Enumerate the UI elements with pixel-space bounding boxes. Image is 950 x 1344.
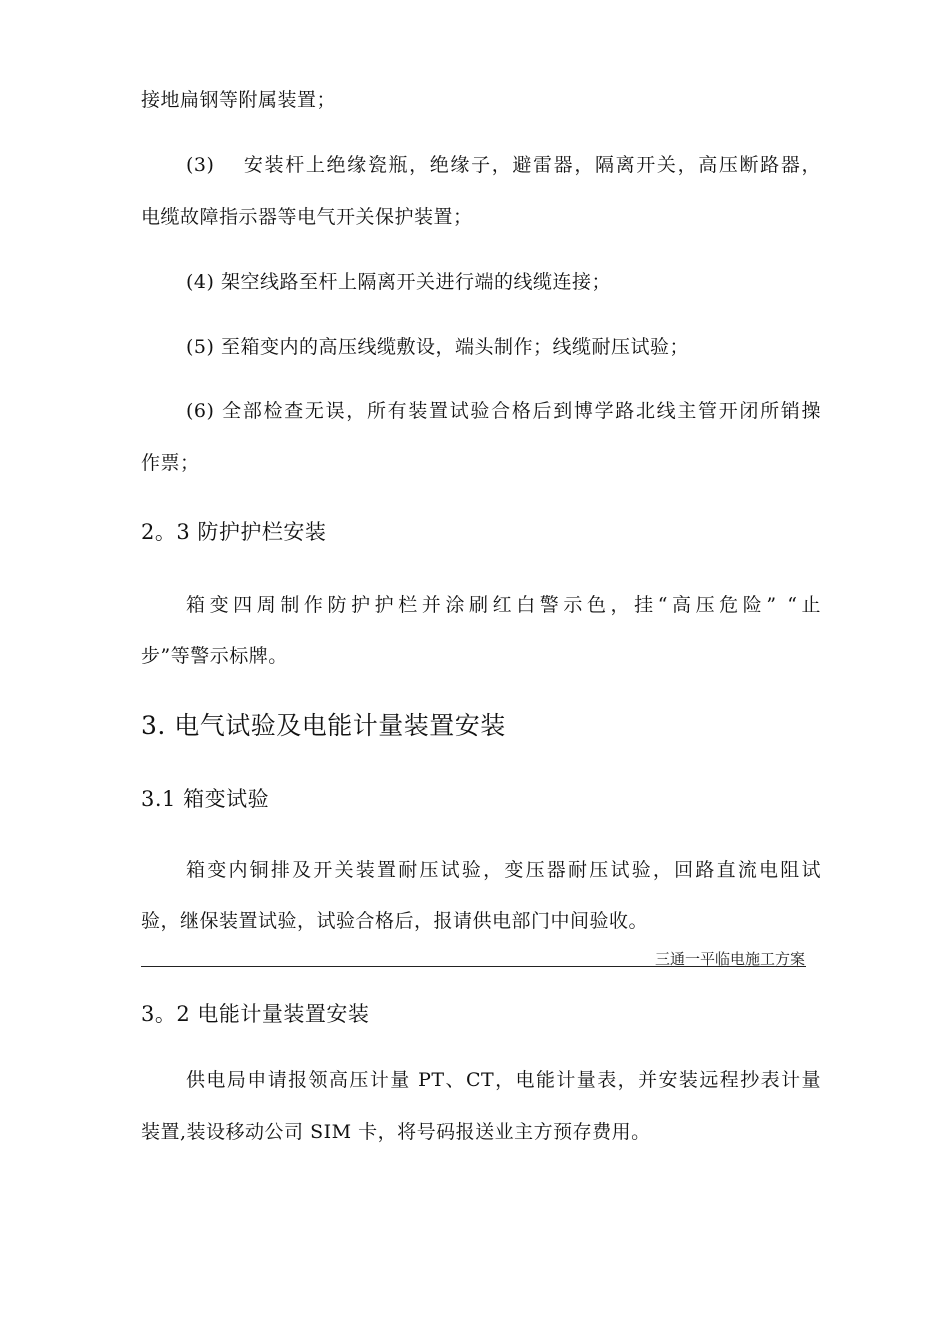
paragraph-line: 箱变内铜排及开关装置耐压试验，变压器耐压试验，回路直流电阻试 xyxy=(186,859,821,881)
list-item-3-line-2: 电缆故障指示器等电气开关保护装置； xyxy=(141,206,473,228)
paragraph-line: 供电局申请报领高压计量 PT、CT，电能计量表，并安装远程抄表计量 xyxy=(186,1069,821,1091)
section-heading-3-2: 3。2 电能计量装置安装 xyxy=(141,1002,370,1026)
list-item-3-line-1: (3) 安装杆上绝缘瓷瓶，绝缘子，避雷器，隔离开关，高压断路器， xyxy=(186,154,821,176)
paragraph-line: 验，继保装置试验，试验合格后，报请供电部门中间验收。 xyxy=(141,910,649,932)
paragraph-line: 装置,装设移动公司 SIM 卡，将号码报送业主方预存费用。 xyxy=(141,1121,651,1143)
list-item-4: (4) 架空线路至杆上隔离开关进行端的线缆连接； xyxy=(186,271,611,293)
paragraph-line: 接地扁钢等附属装置； xyxy=(141,89,337,111)
section-heading-2-3: 2。3 防护护栏安装 xyxy=(141,520,327,544)
list-item-5: (5) 至箱变内的高压线缆敷设，端头制作；线缆耐压试验； xyxy=(186,336,689,358)
section-heading-3-1: 3.1 箱变试验 xyxy=(141,787,270,811)
paragraph-line: 步”等警示标牌。 xyxy=(141,645,288,667)
paragraph-line: 箱变四周制作防护护栏并涂刷红白警示色，挂“高压危险” “止 xyxy=(186,594,821,616)
list-item-6-line-1: (6) 全部检查无误，所有装置试验合格后到博学路北线主管开闭所销操 xyxy=(186,400,821,422)
list-item-6-line-2: 作票； xyxy=(141,452,200,474)
running-footer-title: 三通一平临电施工方案 xyxy=(654,950,805,968)
footer-divider xyxy=(141,966,806,967)
section-heading-3: 3. 电气试验及电能计量装置安装 xyxy=(141,711,506,740)
